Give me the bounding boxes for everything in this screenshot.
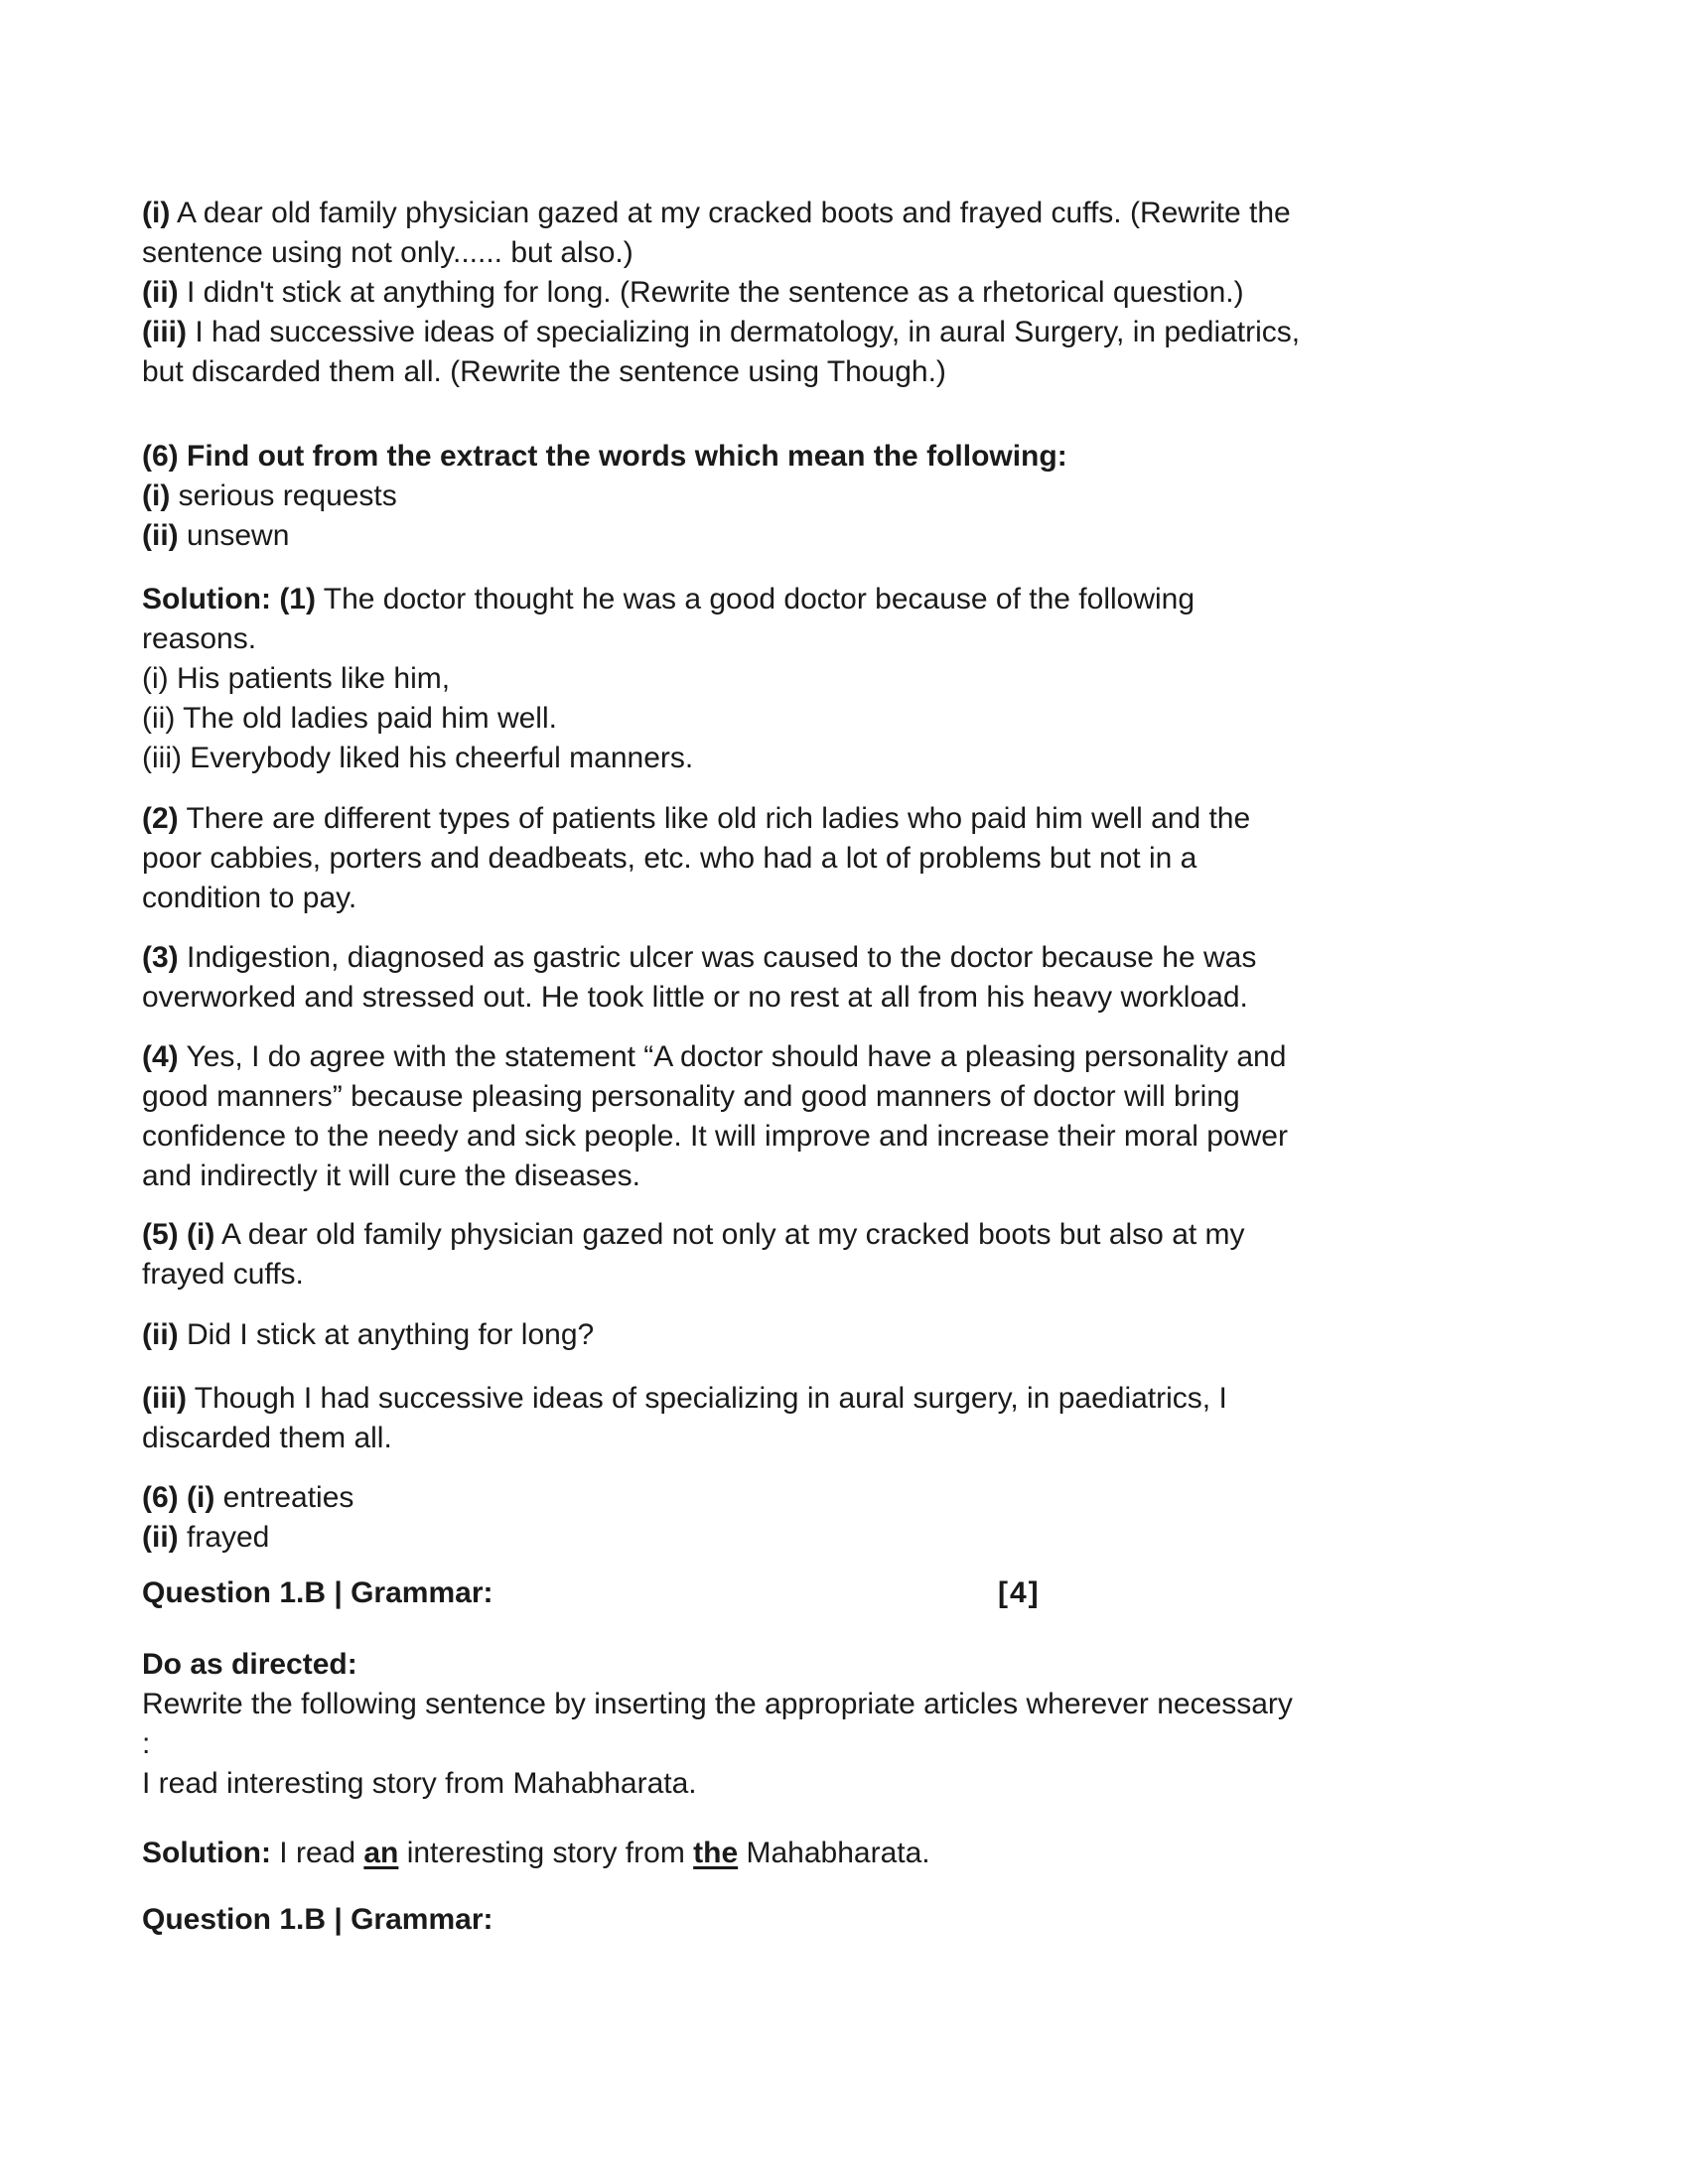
text-line — [142, 1117, 1552, 1157]
text-line — [142, 1255, 1552, 1295]
text-line — [142, 1315, 1552, 1355]
text-run: interesting story from — [398, 1837, 694, 1869]
question-1b-grammar-heading-2 — [142, 1900, 1552, 1940]
text-run: Did I stick at anything for long? — [178, 1318, 595, 1351]
text-line — [142, 938, 1552, 978]
bold-text-run: Question 1.B | Grammar: — [142, 1903, 493, 1936]
text-line — [142, 1478, 1552, 1518]
bold-text-run: (iii) — [142, 316, 187, 348]
text-line — [142, 1834, 1552, 1873]
bold-text-run: (6) Find out from the extract the words which mean the following: — [142, 440, 1067, 473]
bold-text-run: (5) (i) — [142, 1218, 215, 1251]
bold-text-run: (ii) — [142, 1521, 179, 1554]
bold-text-run: (6) (i) — [142, 1481, 215, 1514]
text-line — [142, 1724, 1552, 1764]
bold-text-run: (2) — [142, 802, 179, 835]
bold-text-run: Solution: — [142, 583, 271, 615]
text-line — [142, 699, 1552, 739]
bold-text-run: (i) — [142, 197, 171, 229]
text-run: I had successive ideas of specializing in dermatology, in aural Surgery, in pediatrics, — [187, 316, 1301, 348]
text-run: : — [142, 1727, 151, 1760]
text-line — [142, 1215, 1552, 1255]
text-run: Rewrite the following sentence by inserting the appropriate articles wherever necessary — [142, 1688, 1293, 1720]
bold-text-run: (ii) — [142, 519, 179, 552]
bold-text-run: (ii) — [142, 1318, 179, 1351]
answer-2 — [142, 799, 1552, 918]
text-line — [142, 437, 1552, 477]
text-line — [142, 516, 1552, 556]
text-line — [142, 1157, 1552, 1196]
text-run: A dear old family physician gazed not only at my cracked boots but also at my — [214, 1218, 1245, 1251]
text-run: discarded them all. — [142, 1422, 392, 1454]
text-line — [142, 233, 1552, 273]
text-line — [142, 352, 1552, 392]
answer-4 — [142, 1037, 1552, 1196]
bold-text-run: (3) — [142, 941, 179, 974]
do-as-directed — [142, 1645, 1552, 1804]
bold-text-run: (1) — [279, 583, 316, 615]
bold-text-run: (ii) — [142, 276, 179, 309]
text-run: Yes, I do agree with the statement “A doctor should have a pleasing personality and — [178, 1040, 1287, 1073]
text-line — [142, 1037, 1552, 1077]
text-run: Indigestion, diagnosed as gastric ulcer was caused to the doctor because he was — [178, 941, 1257, 974]
text-run: confidence to the needy and sick people. It will improve and increase their moral power — [142, 1120, 1288, 1153]
marks-badge: [4] — [998, 1576, 1041, 1609]
text-line — [142, 477, 1552, 516]
text-run: (i) His patients like him, — [142, 662, 451, 695]
bold-text-run: Do as directed: — [142, 1648, 357, 1681]
text-run: (ii) The old ladies paid him well. — [142, 702, 557, 735]
text-line — [142, 1764, 1552, 1804]
text-run: poor cabbies, porters and deadbeats, etc. who had a lot of problems but not in a — [142, 842, 1197, 875]
text-run: overworked and stressed out. He took little or no rest at all from his heavy workload. — [142, 981, 1248, 1014]
document-body — [142, 194, 1552, 1960]
rewrite-exercise-items — [142, 194, 1552, 392]
text-line — [142, 839, 1552, 879]
question-1b-grammar-heading — [142, 1573, 1552, 1613]
text-run: Though I had successive ideas of specializing in aural surgery, in paediatrics, I — [187, 1382, 1227, 1415]
solution-answer-1 — [142, 580, 1552, 778]
text-line — [142, 739, 1552, 778]
text-line — [142, 273, 1552, 313]
answer-6 — [142, 1478, 1552, 1558]
bold-text-run: (4) — [142, 1040, 179, 1073]
text-line — [142, 879, 1552, 918]
text-line — [142, 659, 1552, 699]
text-line — [142, 580, 1552, 619]
text-run: frayed cuffs. — [142, 1258, 304, 1291]
text-line — [142, 1900, 1552, 1940]
text-run: unsewn — [178, 519, 290, 552]
text-run: Mahabharata. — [738, 1837, 930, 1869]
text-run: good manners” because pleasing personality and good manners of doctor will bring — [142, 1080, 1240, 1113]
text-run: A dear old family physician gazed at my cracked boots and frayed cuffs. (Rewrite the — [170, 197, 1291, 229]
answer-5-ii — [142, 1315, 1552, 1355]
text-run: entreaties — [214, 1481, 354, 1514]
text-line — [142, 1077, 1552, 1117]
answer-5-iii — [142, 1379, 1552, 1458]
bold-text-run: Solution: — [142, 1837, 271, 1869]
text-line — [142, 313, 1552, 352]
text-line — [142, 1685, 1552, 1724]
text-line — [142, 1518, 1552, 1558]
text-line — [142, 799, 1552, 839]
text-line — [142, 619, 1552, 659]
text-run: condition to pay. — [142, 882, 357, 914]
find-words-question — [142, 437, 1552, 556]
bold-text-run: Question 1.B | Grammar: — [142, 1576, 493, 1609]
text-run: serious requests — [170, 479, 397, 512]
text-line — [142, 978, 1552, 1018]
text-run: reasons. — [142, 622, 257, 655]
bold-text-run: an — [363, 1837, 399, 1869]
solution-grammar — [142, 1834, 1552, 1873]
answer-5-i — [142, 1215, 1552, 1295]
text-run: but discarded them all. (Rewrite the sentence using Though.) — [142, 355, 946, 388]
text-run: I read interesting story from Mahabharata. — [142, 1767, 697, 1800]
text-run: sentence using not only...... but also.) — [142, 236, 633, 269]
text-run: I didn't stick at anything for long. (Rewrite the sentence as a rhetorical question.) — [178, 276, 1244, 309]
answer-3 — [142, 938, 1552, 1018]
text-line — [142, 1419, 1552, 1458]
text-run: I read — [270, 1837, 364, 1869]
bold-text-run: the — [693, 1837, 739, 1869]
text-line — [142, 1573, 1552, 1613]
text-run: and indirectly it will cure the diseases. — [142, 1160, 640, 1192]
text-run: The doctor thought he was a good doctor because of the following — [315, 583, 1196, 615]
text-run: (iii) Everybody liked his cheerful manners. — [142, 742, 694, 774]
text-line — [142, 194, 1552, 233]
text-line — [142, 1645, 1552, 1685]
text-run: There are different types of patients like old rich ladies who paid him well and the — [178, 802, 1251, 835]
bold-text-run: (iii) — [142, 1382, 187, 1415]
text-run: frayed — [178, 1521, 270, 1554]
text-line — [142, 1379, 1552, 1419]
bold-text-run: (i) — [142, 479, 171, 512]
